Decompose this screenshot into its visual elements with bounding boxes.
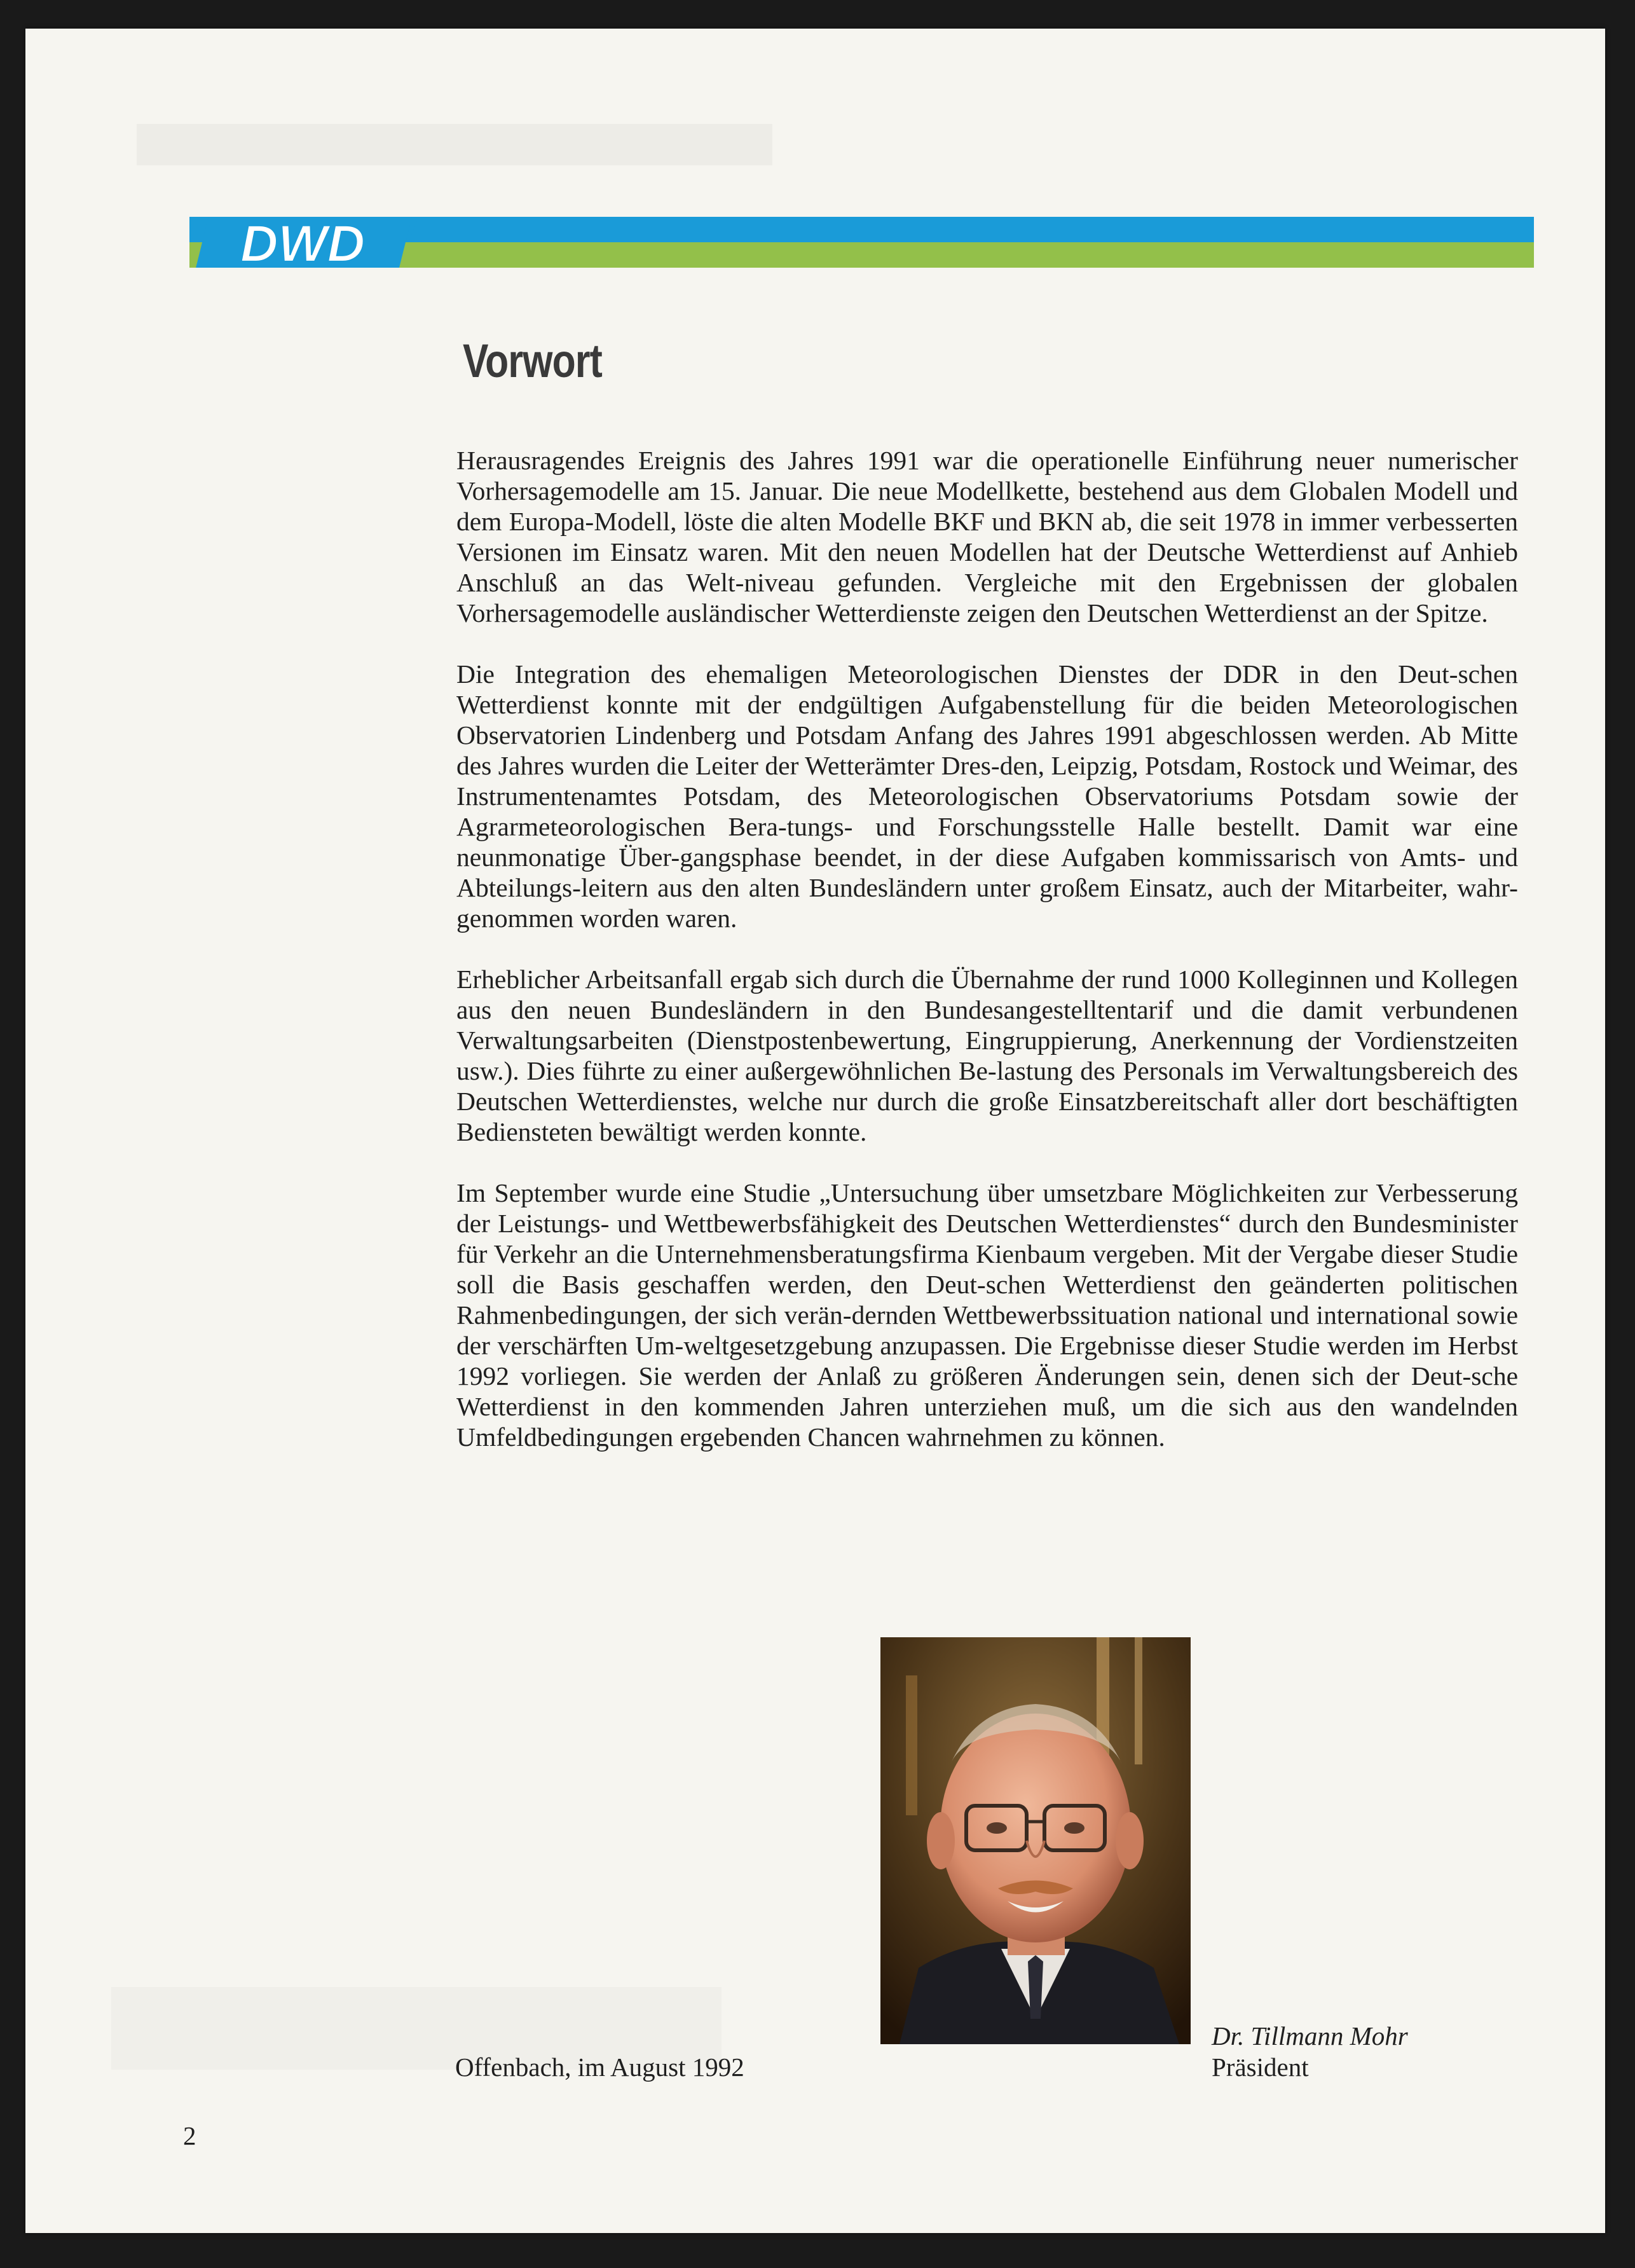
bleed-through-shadow (137, 124, 772, 165)
signature-role: Präsident (1212, 2052, 1309, 2082)
page-title: Vorwort (463, 334, 603, 387)
document-page (25, 29, 1605, 2233)
paragraph: Im September wurde eine Studie „Untersuchung über umsetzbare Möglichkeiten zur Verbesserung der Leistungs- und Wettbewerbsfähigkeit des Deutschen Wetterdienstes“ durch den Bundesminister für Verkehr an die Unternehmensberatungsfirma Kienbaum vergeben. Mit der Vergabe dieser Studie soll die Basis geschaffen werden, den Deut-schen Wetterdienst den geänderten politischen Rahmenbedingungen, der sich verän-dernden Wettbewerbssituation national und international sowie der verschärften Um-weltgesetzgebung anzupassen. Die Ergebnisse dieser Studie werden im Herbst 1992 vorliegen. Sie werden der Anlaß zu größeren Änderungen sein, denen sich der Deut-sche Wetterdienst in den kommenden Jahren unterziehen muß, um die sich aus den wandelnden Umfeldbedingungen ergebenden Chancen wahrnehmen zu können. (456, 1178, 1518, 1452)
portrait-photo (880, 1637, 1191, 2044)
page-number: 2 (183, 2121, 196, 2150)
dwd-header-bar (189, 213, 1534, 271)
paragraph: Die Integration des ehemaligen Meteorologischen Dienstes der DDR in den Deut-schen Wetterdienst konnte mit der endgültigen Aufgabenstellung für die beiden Meteorologischen Observatorien Lindenberg und Potsdam Anfang des Jahres 1991 abgeschlossen werden. Ab Mitte des Jahres wurden die Leiter der Wetterämter Dres-den, Leipzig, Potsdam, Rostock und Weimar, des Instrumentenamtes Potsdam, des Meteorologischen Observatoriums Potsdam sowie der Agrarmeteorologischen Bera-tungs- und Forschungsstelle Halle bestellt. Damit war eine neunmonatige Über-gangsphase beendet, in der diese Aufgaben kommissarisch von Amts- und Abteilungs-leitern aus den alten Bundesländern unter großem Einsatz, auch der Mitarbeiter, wahr-genommen worden waren. (456, 659, 1518, 933)
dwd-logo (189, 213, 418, 271)
body-text (456, 445, 1518, 1483)
paragraph: Herausragendes Ereignis des Jahres 1991 war die operationelle Einführung neuer numerischer Vorhersagemodelle am 15. Januar. Die neue Modellkette, bestehend aus dem Globalen Modell und dem Europa-Modell, löste die alten Modelle BKF und BKN ab, die seit 1978 in immer verbesserten Versionen im Einsatz waren. Mit den neuen Modellen hat der Deutsche Wetterdienst auf Anhieb Anschluß an das Welt-niveau gefunden. Vergleiche mit den Ergebnissen der globalen Vorhersagemodelle ausländischer Wetterdienste zeigen den Deutschen Wetterdienst an der Spitze. (456, 446, 1518, 628)
dwd-logo-text: DWD (240, 215, 365, 271)
dwd-logo-graphic (189, 213, 418, 271)
paragraph: Erheblicher Arbeitsanfall ergab sich durch die Übernahme der rund 1000 Kolleginnen und Kollegen aus den neuen Bundesländern in den Bundesangestelltentarif und die damit verbundenen Verwaltungsarbeiten (Dienstpostenbewertung, Eingruppierung, Anerkennung der Vordienstzeiten usw.). Dies führte zu einer außergewöhnlichen Be-lastung des Personals im Verwaltungsbereich des Deutschen Wetterdienstes, welche nur durch die große Einsatzbereitschaft aller dort beschäftigten Bediensteten bewältigt werden konnte. (456, 965, 1518, 1146)
place-date: Offenbach, im August 1992 (455, 2052, 744, 2082)
portrait-illustration (880, 1637, 1191, 2044)
signature-name: Dr. Tillmann Mohr (1212, 2021, 1408, 2051)
